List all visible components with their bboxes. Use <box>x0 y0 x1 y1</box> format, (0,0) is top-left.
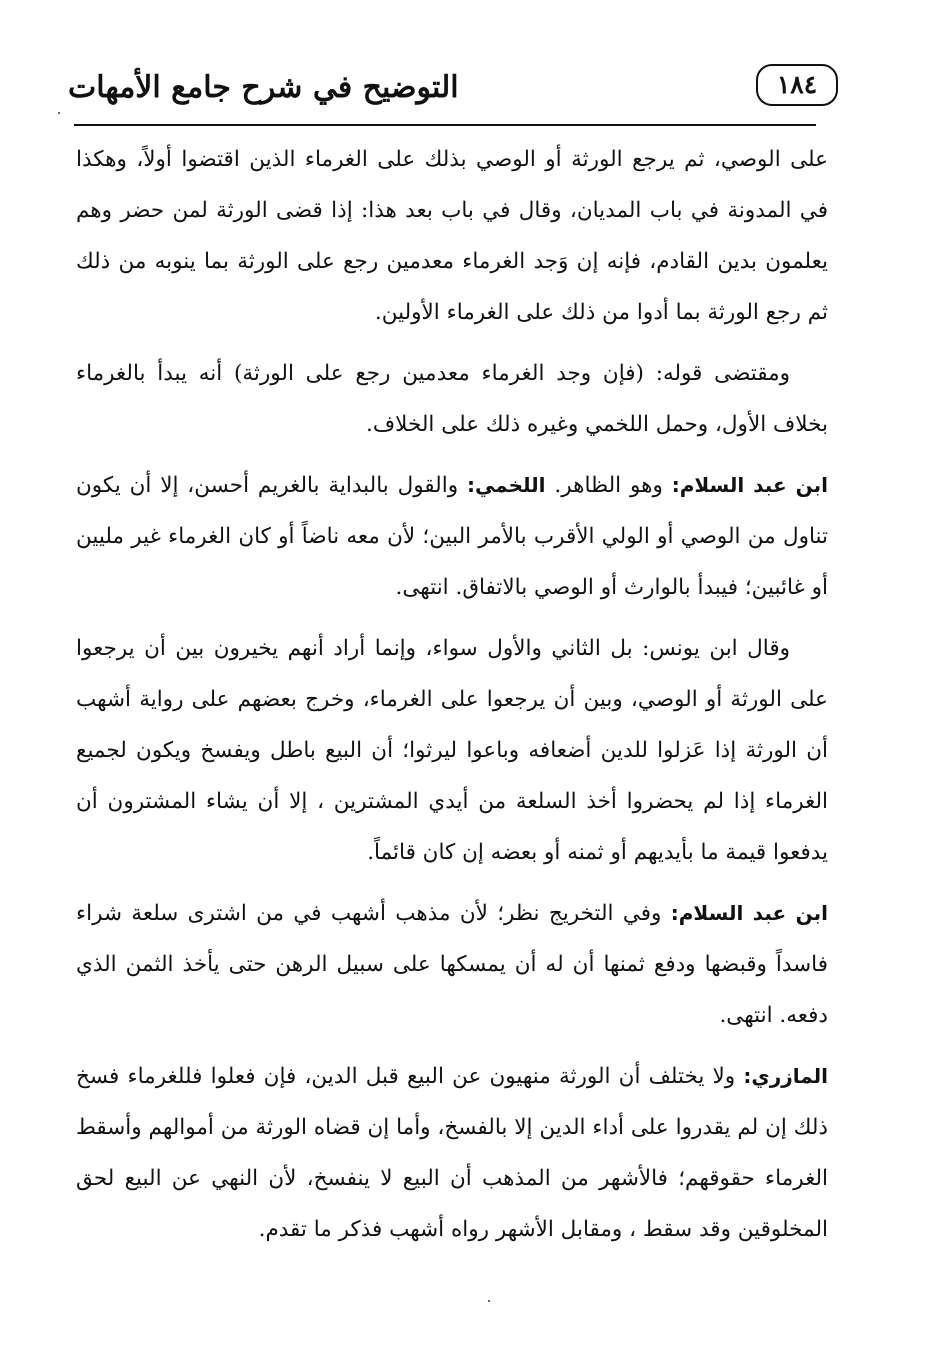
paragraph-text: وفي التخريج نظر؛ لأن مذهب أشهب في من اشترى سلعة شراء فاسداً وقبضها ودفع ثمنها أن له أن يمسكها على سبيل الرهن حتى يأخذ الثمن الذي دفعه. انتهى. <box>76 901 828 1028</box>
speaker-label: ابن عبد السلام: <box>671 473 828 497</box>
scan-speck <box>488 1300 490 1302</box>
page-number-frame <box>756 64 838 106</box>
paragraph-1 <box>76 134 828 338</box>
page-header <box>68 62 838 124</box>
paragraph-text: والقول بالبداية بالغريم أحسن، إلا أن يكون تناول من الوصي أو الولي الأقرب بالأمر البين؛ لأن معه ناضاً أو كان الغرماء غير مليين أو غائبين؛ فيبدأ بالوارث أو الوصي بالاتفاق. انتهى. <box>76 473 828 600</box>
paragraph-2 <box>76 348 828 450</box>
paragraph-4 <box>76 623 828 878</box>
paragraph-5 <box>76 888 828 1041</box>
paragraph-3 <box>76 460 828 613</box>
page-number: ١٨٤ <box>776 70 818 99</box>
speaker-label-secondary: اللخمي: <box>466 473 546 497</box>
header-divider <box>74 124 816 126</box>
paragraph-6 <box>76 1051 828 1255</box>
speaker-label: ابن عبد السلام: <box>670 901 828 925</box>
speaker-label: المازري: <box>743 1064 828 1088</box>
scan-speck <box>58 112 60 114</box>
paragraph-text: وقال ابن يونس: بل الثاني والأول سواء، وإنما أراد أنهم يخيرون بين أن يرجعوا على الورثة أو الوصي، وبين أن يرجعوا على الغرماء، وخرج بعضهم على رواية أشهب أن الورثة إذا عَزلوا للدين أضعافه وباعوا ليرثوا؛ أن البيع باطل ويفسخ ويكون لجميع الغرماء إذا لم يحضروا أخذ السلعة من أيدي المشترين ، إلا أن يشاء المشترون أن يدفعوا قيمة ما بأيديهم أو ثمنه أو بعضه إن كان قائماً. <box>76 636 828 865</box>
paragraph-text: ومقتضى قوله: (فإن وجد الغرماء معدمين رجع على الورثة) أنه يبدأ بالغرماء بخلاف الأول، وحمل اللخمي وغيره ذلك على الخلاف. <box>76 361 828 437</box>
paragraph-text: ولا يختلف أن الورثة منهيون عن البيع قبل الدين، فإن فعلوا فللغرماء فسخ ذلك إن لم يقدروا على أداء الدين إلا بالفسخ، وأما إن قضاه الورثة من أموالهم وأسقط الغرماء حقوقهم؛ فالأشهر من المذهب أن البيع لا ينفسخ، لأن النهي عن البيع لحق المخلوقين وقد سقط ، ومقابل الأشهر رواه أشهب فذكر ما تقدم. <box>76 1064 828 1242</box>
paragraph-text: وهو الظاهر. <box>554 473 663 498</box>
paragraph-text: على الوصي، ثم يرجع الورثة أو الوصي بذلك على الغرماء الذين اقتضوا أولاً، وهكذا في المدونة في باب المديان، وقال في باب بعد هذا: إذا قضى الورثة لمن حضر وهم يعلمون بدين القادم، فإنه إن وَجد الغرماء معدمين رجع على الورثة بما ينوبه من ذلك ثم رجع الورثة بما أدوا من ذلك على الغرماء الأولين. <box>76 147 828 325</box>
book-title: التوضيح في شرح جامع الأمهات <box>68 70 459 105</box>
body-text <box>76 134 828 1255</box>
